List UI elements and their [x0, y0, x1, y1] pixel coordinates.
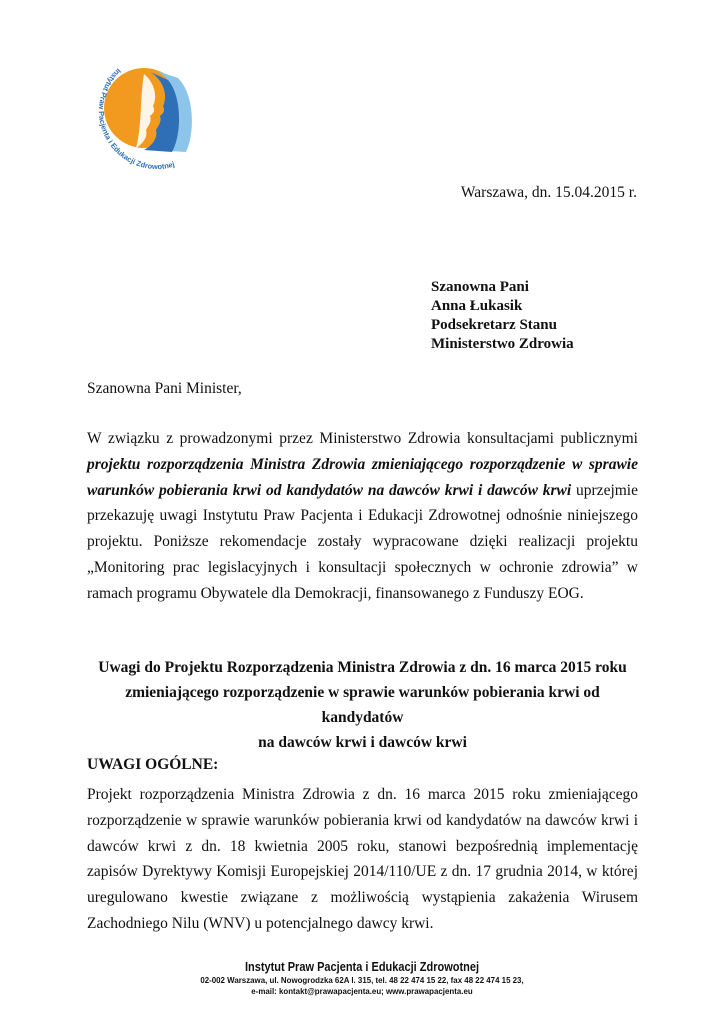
addressee-position: Podsekretarz Stanu [431, 317, 557, 333]
footer-institute-name: Instytut Praw Pacjenta i Edukacji Zdrowotnej [244, 960, 480, 974]
addressee-salutation: Szanowna Pani [431, 279, 529, 295]
logo-arc-text: Instytut Praw Pacjenta i Edukacji Zdrowotnej [96, 66, 176, 172]
intro-project-title: projektu rozporządzenia Ministra Zdrowia zmieniającego rozporządzenie w sprawie warunków pobierania krwi od kandydatów na dawców krwi i dawców krwi [87, 455, 638, 499]
addressee-block [431, 278, 574, 354]
intro-text-part1: W związku z prowadzonymi przez Ministerstwo Zdrowia konsultacjami publicznymi [87, 430, 638, 447]
general-remarks-paragraph: Projekt rozporządzenia Ministra Zdrowia z dn. 16 marca 2015 roku zmieniającego rozporządzenie w sprawie warunków pobierania krwi od kandydatów na dawców krwi i dawców krwi z dn. 18 kwietnia 2005 roku, stanowi bezpośrednią implementację zapisów Dyrektywy Komisji Europejskiej 2014/110/UE z dn. 17 grudnia 2014, w której uregulowano kwestie związane z możliwością wystąpienia zakażenia Wirusem Zachodniego Nilu (WNV) u potencjalnego dawcy krwi. [87, 786, 638, 932]
letter-date: Warszawa, dn. 15.04.2015 r. [460, 184, 637, 201]
intro-paragraph [87, 426, 638, 607]
remarks-heading-line-3: na dawców krwi i dawców krwi [258, 734, 467, 751]
remarks-heading-line-2: zmieniającego rozporządzenie w sprawie warunków pobierania krwi od kandydatów [125, 684, 600, 726]
addressee-ministry: Ministerstwo Zdrowia [431, 336, 574, 352]
footer-address: 02-002 Warszawa, ul. Nowogrodzka 62A l. 315, tel. 48 22 474 15 22, fax 48 22 474 15 23, [200, 975, 524, 985]
greeting: Szanowna Pani Minister, [87, 380, 242, 397]
addressee-name: Anna Łukasik [431, 298, 523, 314]
general-remarks-title: UWAGI OGÓLNE: [87, 756, 219, 773]
institute-logo [78, 56, 208, 176]
page-footer [0, 959, 724, 997]
remarks-heading [87, 655, 638, 755]
footer-contact: e-mail: kontakt@prawapacjenta.eu; www.prawapacjenta.eu [251, 986, 473, 996]
remarks-heading-line-1: Uwagi do Projektu Rozporządzenia Ministra Zdrowia z dn. 16 marca 2015 roku [98, 659, 627, 676]
intro-text-part3: uprzejmie przekazuję uwagi Instytutu Praw Pacjenta i Edukacji Zdrowotnej odnośnie niniejszego projektu. Poniższe rekomendacje zostały wypracowane dzięki realizacji projektu „Monitoring prac legislacyjnych i konsultacji społecznych w ochronie zdrowia” w ramach programu Obywatele dla Demokracji, finansowanego z Funduszy EOG. [87, 481, 638, 602]
